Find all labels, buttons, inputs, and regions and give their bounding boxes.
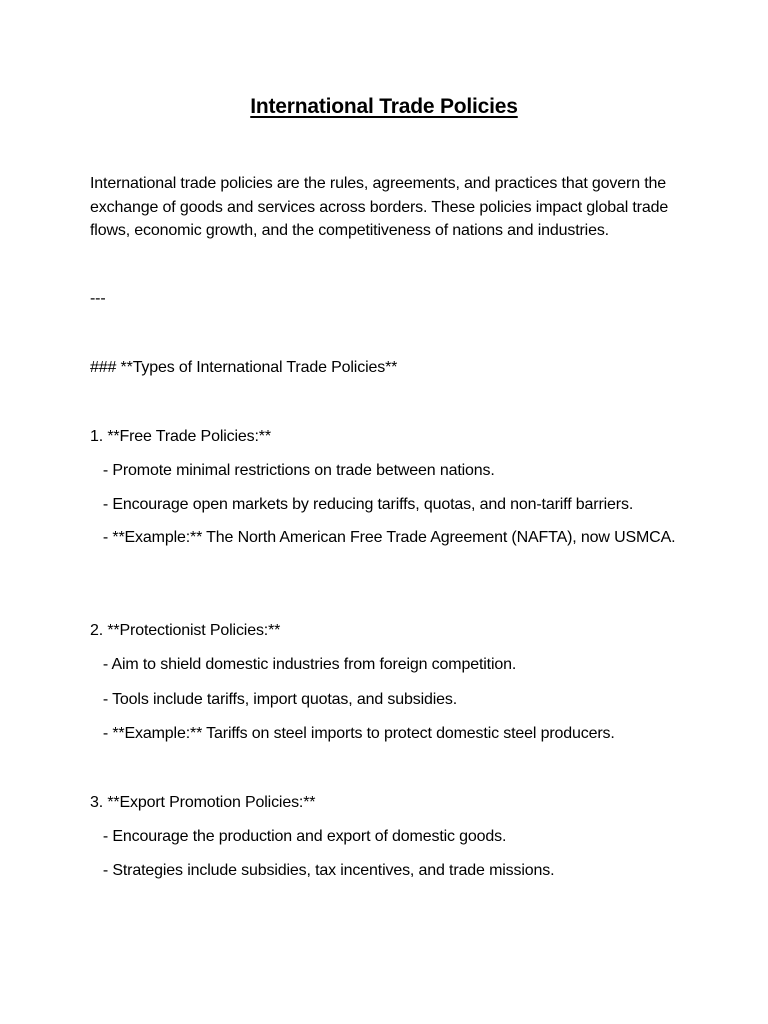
list-item-bullet: - Strategies include subsidies, tax incentives, and trade missions. [90,862,555,879]
list-item-bullet: - Tools include tariffs, import quotas, and subsidies. [90,691,458,708]
list-item-bullet: - Aim to shield domestic industries from foreign competition. [90,656,517,673]
list-item-heading: 1. **Free Trade Policies:** [90,428,271,445]
list-item-heading: 3. **Export Promotion Policies:** [90,794,316,811]
list-item-bullet: - Encourage open markets by reducing tariffs, quotas, and non-tariff barriers. [90,496,634,513]
list-item-bullet: - **Example:** The North American Free Trade Agreement (NAFTA), now USMCA. [90,529,676,546]
list-item-heading: 2. **Protectionist Policies:** [90,622,281,639]
section-heading: ### **Types of International Trade Policies** [90,359,398,376]
separator-line: --- [90,290,106,307]
intro-paragraph: International trade policies are the rules, agreements, and practices that govern the exchange of goods and services across borders. These policies impact global trade flows, economic growth, and the competitiveness of nations and industries. [90,175,669,239]
list-item-bullet: - Promote minimal restrictions on trade between nations. [90,462,495,479]
list-item-bullet: - Encourage the production and export of domestic goods. [90,828,507,845]
document-title: International Trade Policies [250,95,518,118]
list-item-bullet: - **Example:** Tariffs on steel imports to protect domestic steel producers. [90,725,615,742]
